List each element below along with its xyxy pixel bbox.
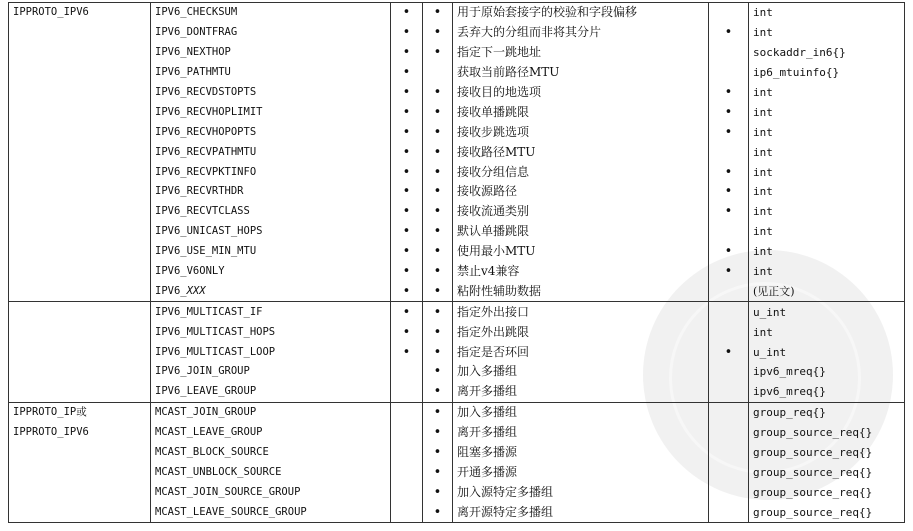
description-cell: 开通多播源 <box>453 462 709 482</box>
flag-bullet-cell <box>709 382 749 402</box>
level-cell <box>9 202 151 222</box>
table-row <box>9 502 905 522</box>
option-name-cell: IPV6_RECVHOPLIMIT <box>151 102 391 122</box>
description-cell: 指定是否环回 <box>453 342 709 362</box>
description-cell: 丢弃大的分组而非将其分片 <box>453 23 709 43</box>
get-bullet-cell: • <box>391 202 423 222</box>
get-bullet-cell: • <box>391 242 423 262</box>
flag-bullet-cell: • <box>709 122 749 142</box>
set-bullet-cell <box>423 63 453 83</box>
option-name-cell: MCAST_LEAVE_GROUP <box>151 423 391 443</box>
description-cell: 接收源路径 <box>453 182 709 202</box>
datatype-cell: int <box>749 102 905 122</box>
flag-bullet-cell <box>709 302 749 322</box>
level-cell <box>9 23 151 43</box>
option-name-cell: IPV6_MULTICAST_IF <box>151 302 391 322</box>
set-bullet-cell: • <box>423 362 453 382</box>
flag-bullet-cell <box>709 222 749 242</box>
datatype-cell: u_int <box>749 302 905 322</box>
option-name-cell: IPV6_RECVHOPOPTS <box>151 122 391 142</box>
level-cell <box>9 443 151 463</box>
description-cell: 禁止v4兼容 <box>453 262 709 282</box>
flag-bullet-cell: • <box>709 262 749 282</box>
description-cell: 使用最小MTU <box>453 242 709 262</box>
datatype-cell: group_source_req{} <box>749 423 905 443</box>
set-bullet-cell: • <box>423 3 453 23</box>
flag-bullet-cell <box>709 482 749 502</box>
get-bullet-cell: • <box>391 182 423 202</box>
table-row <box>9 182 905 202</box>
level-cell <box>9 182 151 202</box>
level-cell <box>9 162 151 182</box>
option-name-cell: IPV6_MULTICAST_LOOP <box>151 342 391 362</box>
table-row <box>9 102 905 122</box>
description-cell: 接收步跳选项 <box>453 122 709 142</box>
option-name-cell: IPV6_MULTICAST_HOPS <box>151 322 391 342</box>
option-name-cell: IPV6_UNICAST_HOPS <box>151 222 391 242</box>
option-name-cell: MCAST_LEAVE_SOURCE_GROUP <box>151 502 391 522</box>
level-cell: IPPROTO_IPV6 <box>9 3 151 23</box>
socket-options-table <box>8 2 905 523</box>
datatype-cell: int <box>749 23 905 43</box>
get-bullet-cell <box>391 502 423 522</box>
level-cell <box>9 342 151 362</box>
option-name-cell: IPV6_RECVRTHDR <box>151 182 391 202</box>
flag-bullet-cell: • <box>709 182 749 202</box>
description-cell: 接收路径MTU <box>453 142 709 162</box>
set-bullet-cell: • <box>423 122 453 142</box>
datatype-cell: int <box>749 142 905 162</box>
flag-bullet-cell: • <box>709 83 749 103</box>
flag-bullet-cell <box>709 502 749 522</box>
description-cell: 离开多播组 <box>453 423 709 443</box>
option-name-cell: IPV6_RECVTCLASS <box>151 202 391 222</box>
level-cell <box>9 222 151 242</box>
flag-bullet-cell: • <box>709 102 749 122</box>
level-cell <box>9 362 151 382</box>
level-cell <box>9 142 151 162</box>
flag-bullet-cell <box>709 443 749 463</box>
datatype-cell: int <box>749 83 905 103</box>
get-bullet-cell: • <box>391 342 423 362</box>
get-bullet-cell: • <box>391 3 423 23</box>
set-bullet-cell: • <box>423 83 453 103</box>
flag-bullet-cell <box>709 402 749 422</box>
get-bullet-cell <box>391 482 423 502</box>
table-row <box>9 122 905 142</box>
flag-bullet-cell <box>709 322 749 342</box>
set-bullet-cell: • <box>423 322 453 342</box>
description-cell: 加入多播组 <box>453 362 709 382</box>
option-name-cell: IPV6_DONTFRAG <box>151 23 391 43</box>
get-bullet-cell: • <box>391 102 423 122</box>
table-row <box>9 342 905 362</box>
get-bullet-cell: • <box>391 322 423 342</box>
set-bullet-cell: • <box>423 102 453 122</box>
level-cell <box>9 302 151 322</box>
datatype-cell: int <box>749 222 905 242</box>
option-name-cell: MCAST_JOIN_SOURCE_GROUP <box>151 482 391 502</box>
description-cell: 接收单播跳限 <box>453 102 709 122</box>
get-bullet-cell: • <box>391 63 423 83</box>
description-cell: 指定下一跳地址 <box>453 43 709 63</box>
flag-bullet-cell: • <box>709 162 749 182</box>
get-bullet-cell: • <box>391 302 423 322</box>
level-cell <box>9 382 151 402</box>
level-cell <box>9 63 151 83</box>
flag-bullet-cell <box>709 43 749 63</box>
description-cell: 粘附性辅助数据 <box>453 281 709 301</box>
get-bullet-cell <box>391 382 423 402</box>
datatype-cell: ip6_mtuinfo{} <box>749 63 905 83</box>
datatype-cell: u_int <box>749 342 905 362</box>
option-name-cell: MCAST_JOIN_GROUP <box>151 402 391 422</box>
datatype-cell: (见正文) <box>749 281 905 301</box>
option-name-cell: IPV6_CHECKSUM <box>151 3 391 23</box>
level-cell <box>9 262 151 282</box>
table-row <box>9 382 905 402</box>
description-cell: 加入源特定多播组 <box>453 482 709 502</box>
description-cell: 阻塞多播源 <box>453 443 709 463</box>
option-name-cell: IPV6_NEXTHOP <box>151 43 391 63</box>
get-bullet-cell: • <box>391 83 423 103</box>
datatype-cell: group_source_req{} <box>749 462 905 482</box>
level-cell: IPPROTO_IP或 <box>9 402 151 422</box>
datatype-cell: int <box>749 322 905 342</box>
table-row <box>9 3 905 23</box>
table-row <box>9 142 905 162</box>
table-row <box>9 322 905 342</box>
datatype-cell: int <box>749 262 905 282</box>
set-bullet-cell: • <box>423 402 453 422</box>
level-cell <box>9 43 151 63</box>
datatype-cell: sockaddr_in6{} <box>749 43 905 63</box>
table-row <box>9 462 905 482</box>
datatype-cell: group_source_req{} <box>749 443 905 463</box>
table-row <box>9 423 905 443</box>
option-name-cell: IPV6_USE_MIN_MTU <box>151 242 391 262</box>
description-cell: 默认单播跳限 <box>453 222 709 242</box>
get-bullet-cell: • <box>391 122 423 142</box>
set-bullet-cell: • <box>423 281 453 301</box>
table-row <box>9 281 905 301</box>
get-bullet-cell: • <box>391 162 423 182</box>
table-row <box>9 63 905 83</box>
get-bullet-cell: • <box>391 43 423 63</box>
table-row <box>9 23 905 43</box>
flag-bullet-cell: • <box>709 23 749 43</box>
datatype-cell: group_req{} <box>749 402 905 422</box>
datatype-cell: int <box>749 3 905 23</box>
option-name-cell: IPV6_JOIN_GROUP <box>151 362 391 382</box>
level-cell <box>9 122 151 142</box>
table-row <box>9 43 905 63</box>
option-name-cell: IPV6_LEAVE_GROUP <box>151 382 391 402</box>
flag-bullet-cell <box>709 142 749 162</box>
option-name-cell: IPV6_PATHMTU <box>151 63 391 83</box>
table-row <box>9 482 905 502</box>
table-row <box>9 242 905 262</box>
flag-bullet-cell <box>709 3 749 23</box>
datatype-cell: group_source_req{} <box>749 502 905 522</box>
description-cell: 指定外出跳限 <box>453 322 709 342</box>
flag-bullet-cell <box>709 423 749 443</box>
option-name-cell: MCAST_UNBLOCK_SOURCE <box>151 462 391 482</box>
level-cell: IPPROTO_IPV6 <box>9 423 151 443</box>
datatype-cell: group_source_req{} <box>749 482 905 502</box>
set-bullet-cell: • <box>423 202 453 222</box>
flag-bullet-cell: • <box>709 202 749 222</box>
description-cell: 获取当前路径MTU <box>453 63 709 83</box>
datatype-cell: ipv6_mreq{} <box>749 362 905 382</box>
flag-bullet-cell <box>709 63 749 83</box>
datatype-cell: int <box>749 122 905 142</box>
set-bullet-cell: • <box>423 423 453 443</box>
description-cell: 离开多播组 <box>453 382 709 402</box>
set-bullet-cell: • <box>423 462 453 482</box>
datatype-cell: int <box>749 202 905 222</box>
get-bullet-cell: • <box>391 142 423 162</box>
option-name-cell: IPV6_RECVPATHMTU <box>151 142 391 162</box>
flag-bullet-cell: • <box>709 242 749 262</box>
set-bullet-cell: • <box>423 482 453 502</box>
datatype-cell: ipv6_mreq{} <box>749 382 905 402</box>
table-row <box>9 202 905 222</box>
table-row <box>9 162 905 182</box>
level-cell <box>9 482 151 502</box>
option-name-cell: IPV6_XXX <box>151 281 391 301</box>
description-cell: 接收分组信息 <box>453 162 709 182</box>
set-bullet-cell: • <box>423 382 453 402</box>
get-bullet-cell <box>391 443 423 463</box>
set-bullet-cell: • <box>423 162 453 182</box>
get-bullet-cell <box>391 462 423 482</box>
table-row <box>9 302 905 322</box>
set-bullet-cell: • <box>423 262 453 282</box>
set-bullet-cell: • <box>423 302 453 322</box>
table-row <box>9 362 905 382</box>
flag-bullet-cell <box>709 362 749 382</box>
set-bullet-cell: • <box>423 443 453 463</box>
set-bullet-cell: • <box>423 502 453 522</box>
datatype-cell: int <box>749 182 905 202</box>
set-bullet-cell: • <box>423 43 453 63</box>
set-bullet-cell: • <box>423 23 453 43</box>
level-cell <box>9 242 151 262</box>
level-cell <box>9 83 151 103</box>
level-cell <box>9 281 151 301</box>
flag-bullet-cell <box>709 462 749 482</box>
get-bullet-cell: • <box>391 222 423 242</box>
set-bullet-cell: • <box>423 142 453 162</box>
option-name-cell: IPV6_V6ONLY <box>151 262 391 282</box>
description-cell: 离开源特定多播组 <box>453 502 709 522</box>
set-bullet-cell: • <box>423 242 453 262</box>
option-name-cell: IPV6_RECVPKTINFO <box>151 162 391 182</box>
set-bullet-cell: • <box>423 342 453 362</box>
flag-bullet-cell <box>709 281 749 301</box>
table-row <box>9 222 905 242</box>
description-cell: 接收流通类别 <box>453 202 709 222</box>
level-cell <box>9 462 151 482</box>
table-row <box>9 443 905 463</box>
table-row <box>9 83 905 103</box>
datatype-cell: int <box>749 242 905 262</box>
set-bullet-cell: • <box>423 182 453 202</box>
flag-bullet-cell: • <box>709 342 749 362</box>
level-cell <box>9 102 151 122</box>
get-bullet-cell: • <box>391 23 423 43</box>
get-bullet-cell <box>391 402 423 422</box>
description-cell: 加入多播组 <box>453 402 709 422</box>
datatype-cell: int <box>749 162 905 182</box>
table-row <box>9 402 905 422</box>
option-name-cell: MCAST_BLOCK_SOURCE <box>151 443 391 463</box>
description-cell: 接收目的地选项 <box>453 83 709 103</box>
description-cell: 用于原始套接字的校验和字段偏移 <box>453 3 709 23</box>
level-cell <box>9 322 151 342</box>
option-name-cell: IPV6_RECVDSTOPTS <box>151 83 391 103</box>
get-bullet-cell <box>391 362 423 382</box>
level-cell <box>9 502 151 522</box>
table-row <box>9 262 905 282</box>
get-bullet-cell: • <box>391 281 423 301</box>
set-bullet-cell: • <box>423 222 453 242</box>
get-bullet-cell <box>391 423 423 443</box>
description-cell: 指定外出接口 <box>453 302 709 322</box>
get-bullet-cell: • <box>391 262 423 282</box>
